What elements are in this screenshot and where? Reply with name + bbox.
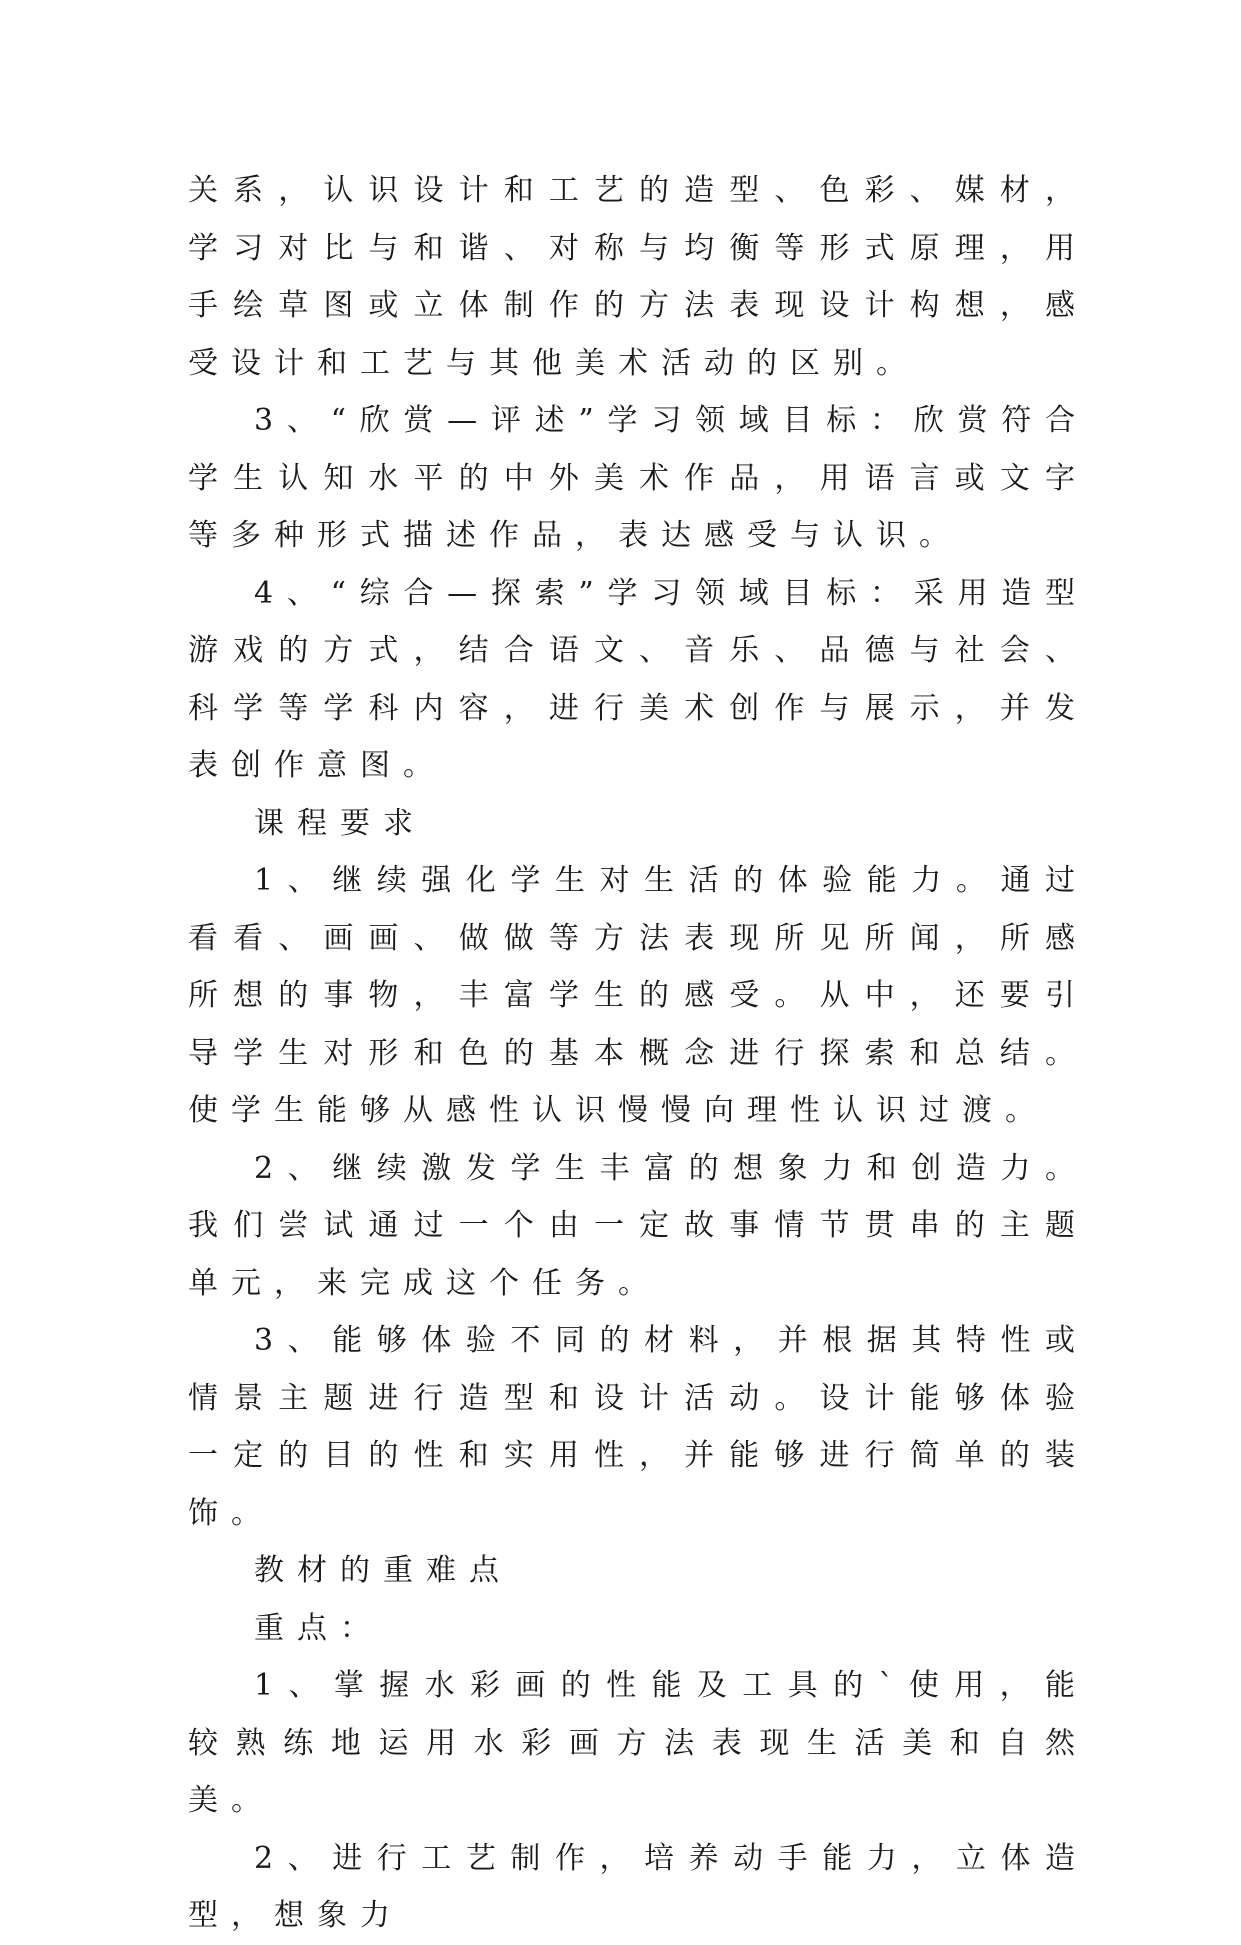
paragraph-appreciation-review-goal: 3、“欣赏—评述”学习领域目标：欣赏符合学生认知水平的中外美术作品，用语言或文字等多种形式描述作品，表达感受与认识。: [188, 403, 1088, 553]
paragraph-design-craft-goals-continued: 关系，认识设计和工艺的造型、色彩、媒材，学习对比与和谐、对称与均衡等形式原理，用手绘草图或立体制作的方法表现设计构想，感受设计和工艺与其他美术活动的区别。: [188, 173, 1088, 381]
document-page: [188, 162, 1088, 1945]
subheading-key-points: 重点：: [254, 1610, 383, 1646]
paragraph-key-point-1: 1、掌握水彩画的性能及工具的`使用，能较熟练地运用水彩画方法表现生活美和自然美。: [188, 1668, 1088, 1818]
section-heading-key-difficult-points: 教材的重难点: [254, 1553, 512, 1588]
paragraph-key-point-2: 2、进行工艺制作，培养动手能力，立体造型，想象力: [188, 1840, 1088, 1933]
paragraph-requirement-3: 3、能够体验不同的材料，并根据其特性或情景主题进行造型和设计活动。设计能够体验一定的目的性和实用性，并能够进行简单的装饰。: [188, 1323, 1088, 1531]
paragraph-synthesis-exploration-goal: 4、“综合—探索”学习领域目标：采用造型游戏的方式，结合语文、音乐、品德与社会、科学等学科内容，进行美术创作与展示，并发表创作意图。: [188, 575, 1088, 783]
section-heading-course-requirements: 课程要求: [254, 805, 426, 841]
paragraph-requirement-2: 2、继续激发学生丰富的想象力和创造力。我们尝试通过一个由一定故事情节贯串的主题单元，来完成这个任务。: [188, 1150, 1088, 1301]
paragraph-requirement-1: 1、继续强化学生对生活的体验能力。通过看看、画画、做做等方法表现所见所闻，所感所想的事物，丰富学生的感受。从中，还要引导学生对形和色的基本概念进行探索和总结。使学生能够从感性认识慢慢向理性认识过渡。: [188, 863, 1088, 1128]
